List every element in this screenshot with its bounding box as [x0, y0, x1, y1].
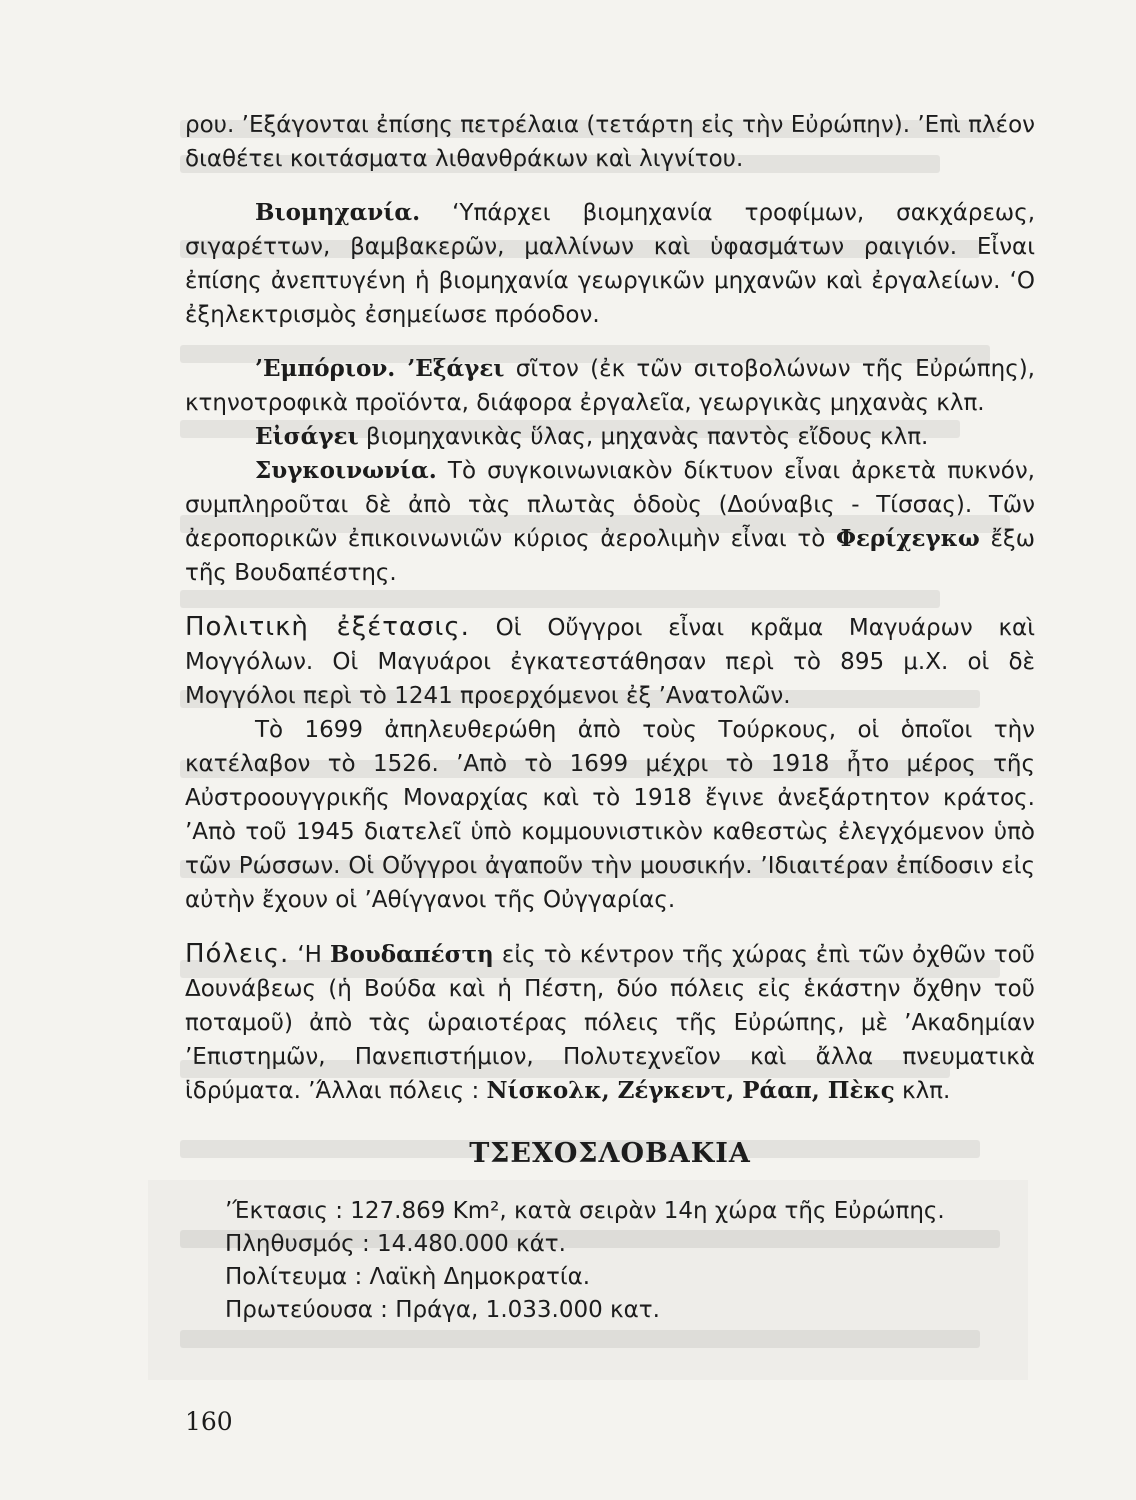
page-number: 160	[185, 1407, 233, 1436]
heading-industry: Βιομηχανία.	[255, 199, 421, 226]
airport-name: Φερίχεγκω	[835, 525, 980, 552]
fact-population: Πληθυσμός : 14.480.000 κάτ.	[225, 1231, 566, 1257]
fact-area: ’Έκτασις : 127.869 Km², κατὰ σειρὰν 14η χώρα τῆς Εὐρώπης.	[225, 1198, 945, 1224]
country-facts	[225, 1195, 1035, 1327]
section-title: ΤΣΕΧΟΣΛΟΒΑΚΙΑ	[469, 1138, 751, 1169]
page-body	[185, 108, 1035, 1327]
fact-government: Πολίτευμα : Λαϊκὴ Δημοκρατία.	[225, 1264, 591, 1290]
heading-cities: Πόλεις.	[185, 939, 290, 969]
paragraph-history: Τὸ 1699 ἀπηλευθερώθη ἀπὸ τοὺς Τούρκους, οἱ ὁποῖοι τὴν κατέλαβον τὸ 1526. ’Απὸ τὸ 1699 μέχρι τὸ 1918 ἦτο μέρος τῆς Αὐστροουγγρικῆς Μοναρχίας καὶ τὸ 1918 ἔγινε ἀνεξάρτητον κράτος. ’Απὸ τοῦ 1945 διατελεῖ ὑπὸ κομμουνιστικὸν καθεστὼς ἐλεγχόμενον ὑπὸ τῶν Ρώσσων. Οἱ Οὔγγροι ἀγαποῦν τὴν μουσικήν. ’Ιδιαιτέραν ἐπίδοσιν εἰς αὐτὴν ἔχουν οἱ ’Αθίγγανοι τῆς Οὐγγαρίας.	[185, 717, 1035, 913]
heading-trade: ’Εμπόριον. ’Εξάγει	[255, 355, 505, 382]
paragraph-mining: ρου. ’Εξάγονται ἐπίσης πετρέλαια (τετάρτη εἰς τὴν Εὐρώπην). ’Επὶ πλέον διαθέτει κοιτάσματα λιθανθράκων καὶ λιγνίτου.	[185, 112, 1035, 172]
paragraph-imports: Εἰσάγει βιομηχανικὰς ὕλας, μηχανὰς παντὸς εἴδους κλπ.	[255, 423, 929, 450]
paragraph-trade: ’Εμπόριον. ’Εξάγει σῖτον (ἐκ τῶν σιτοβολώνων τῆς Εὐρώπης), κτηνοτροφικὰ προϊόντα, διάφορα ἐργαλεῖα, γεωργικὰς μηχανὰς κλπ.	[185, 355, 1035, 416]
heading-transport: Συγκοινωνία.	[255, 457, 437, 484]
paragraph-industry: Βιομηχανία. ‘Υπάρχει βιομηχανία τροφίμων, σακχάρεως, σιγαρέττων, βαμβακερῶν, μαλλίνων καὶ ὑφασμάτων ραιγιόν. Εἶναι ἐπίσης ἀνεπτυγένη ἡ βιομηχανία γεωργικῶν μηχανῶν καὶ ἐργαλείων. ‘Ο ἐξηλεκτρισμὸς ἐσημείωσε πρόοδον.	[185, 199, 1035, 328]
heading-politics: Πολιτικὴ ἐξέτασις.	[185, 612, 470, 642]
heading-imports: Εἰσάγει	[255, 423, 359, 450]
paragraph-cities: Πόλεις. ‘Η Βουδαπέστη εἰς τὸ κέντρον τῆς χώρας ἐπὶ τῶν ὀχθῶν τοῦ Δουνάβεως (ἡ Βούδα καὶ ἡ Πέστη, δύο πόλεις εἰς ἑκάστην ὄχθην τοῦ ποταμοῦ) ἀπὸ τὰς ὡραιοτέρας πόλεις τῆς Εὐρώπης, μὲ ’Ακαδημίαν ’Επιστημῶν, Πανεπιστήμιον, Πολυτεχνεῖον καὶ ἄλλα πνευματικὰ ἱδρύματα. ’Άλλαι πόλεις : Νίσκολκ, Ζέγκεντ, Ράαπ, Πὲκς κλπ.	[185, 939, 1035, 1104]
other-cities: Νίσκολκ, Ζέγκεντ, Ράαπ, Πὲκς	[486, 1077, 895, 1104]
fact-capital: Πρωτεύουσα : Πράγα, 1.033.000 κατ.	[225, 1297, 660, 1323]
paragraph-politics: Πολιτικὴ ἐξέτασις. Οἱ Οὔγγροι εἶναι κρᾶμα Μαγυάρων καὶ Μογγόλων. Οἱ Μαγυάροι ἐγκατεστάθησαν περὶ τὸ 895 μ.Χ. οἱ δὲ Μογγόλοι περὶ τὸ 1241 προερχόμενοι ἐξ ’Ανατολῶν.	[185, 612, 1035, 709]
paragraph-transport: Συγκοινωνία. Τὸ συγκοινωνιακὸν δίκτυον εἶναι ἀρκετὰ πυκνόν, συμπληροῦται δὲ ἀπὸ τὰς πλωτὰς ὁδοὺς (Δούναβις - Τίσσας). Τῶν ἀεροπορικῶν ἐπικοινωνιῶν κύριος ἀερολιμὴν εἶναι τὸ Φερίχεγκω ἔξω τῆς Βουδαπέστης.	[185, 457, 1035, 586]
capital-name: Βουδαπέστη	[330, 941, 494, 968]
